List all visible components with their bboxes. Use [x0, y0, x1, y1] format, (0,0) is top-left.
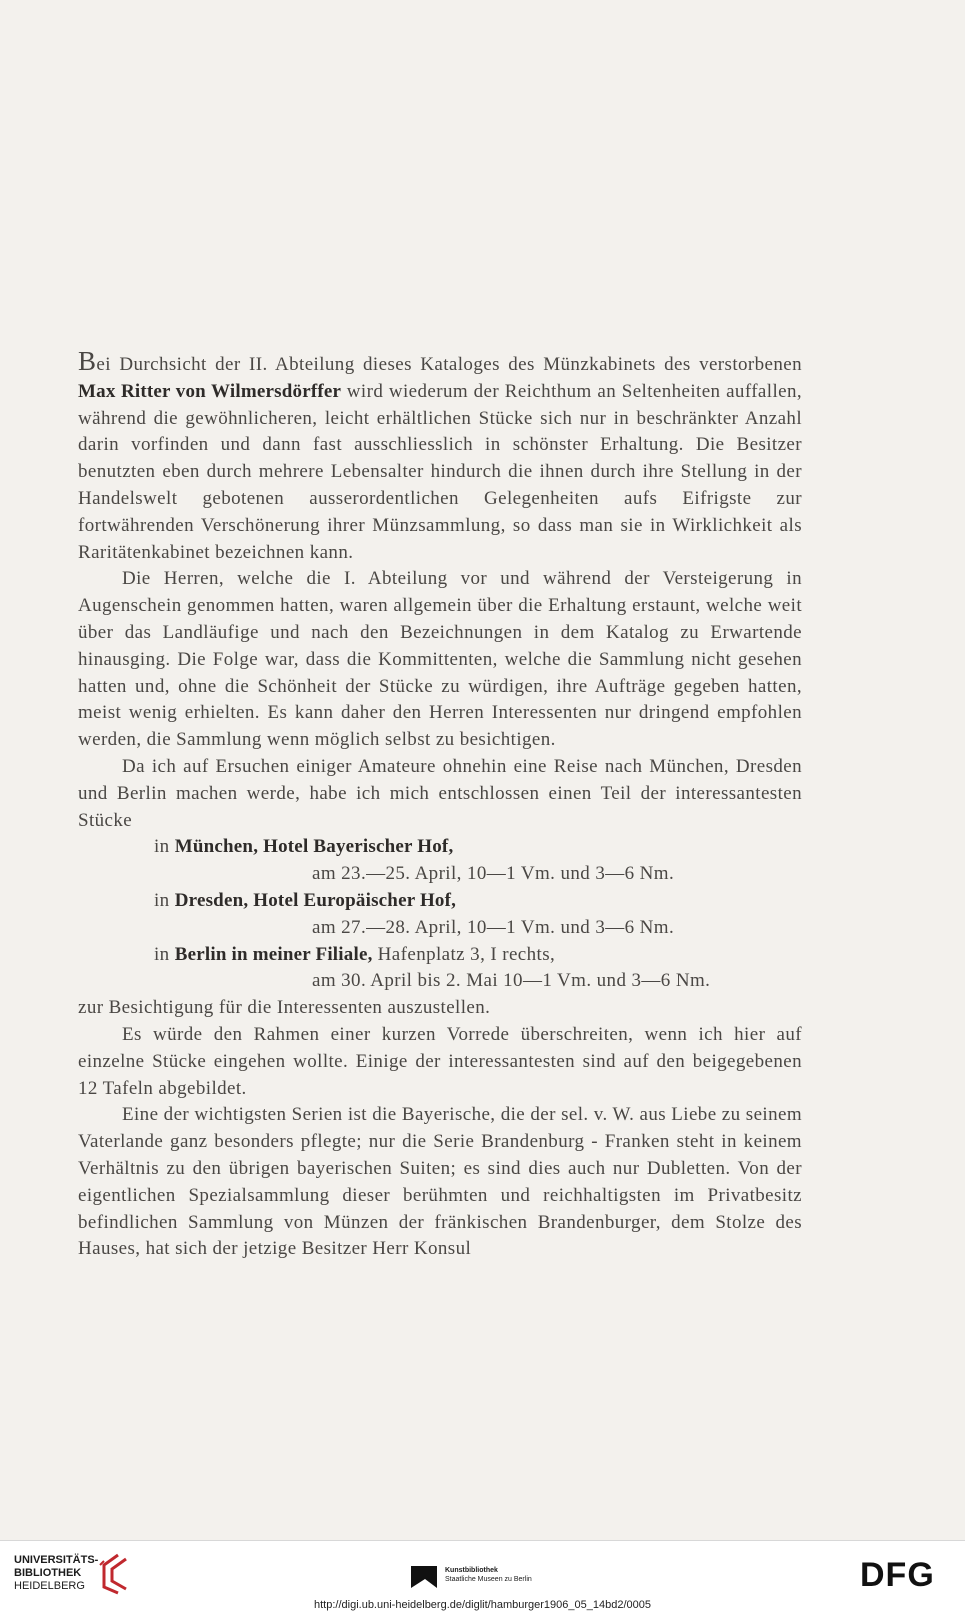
paragraph-1-text-a: des verstorbenen [664, 354, 803, 375]
ub-line-1: UNIVERSITÄTS- [14, 1554, 99, 1566]
location-berlin-place: Berlin in meiner Filiale, [174, 943, 373, 965]
dates-munich: am 23.—25. April, 10—1 Vm. und 3—6 Nm. [312, 863, 675, 885]
paragraph-3-end: zur Besichtigung für die Interessenten auszustellen. [78, 997, 491, 1019]
paragraph-5: Eine der wichtigsten Serien ist die Bayerische, die der sel. v. W. aus Liebe zu seinem Vaterlande ganz besonders pflegte; nur die Serie Brandenburg - Franken steht in keinem Verhältnis zu den übrigen bayerischen Suiten; es sind dies auch nur Dubletten. Von der eigentlichen Spezialsammlung dieser berühmten und reichhaltigsten im Privatbesitz befindlichen Sammlung von Münzen der fränkischen Brandenburger, dem Stolze des Hauses, hat sich der jetzige Besitzer Herr Konsul [78, 1104, 802, 1260]
paragraph-1-line-1: ei Durchsicht der II. Abteilung dieses Kataloges des Münzkabinets [96, 354, 656, 375]
paragraph-1 [78, 346, 803, 566]
ub-line-3: HEIDELBERG [14, 1580, 85, 1592]
ub-heidelberg-logo-icon [98, 1551, 132, 1595]
drop-initial: B [78, 346, 97, 376]
ub-line-2: BIBLIOTHEK [14, 1567, 82, 1579]
location-berlin [78, 942, 802, 969]
collector-name: Max Ritter von Wilmersdörffer [78, 380, 342, 402]
paragraph-2: Die Herren, welche die I. Abteilung vor und während der Versteigerung in Augenschein genommen hatten, waren allgemein über die Erhaltung erstaunt, welche weit über das Landläufige und nach den Bezeichnungen in dem Katalog zu Erwartende hinausging. Die Folge war, dass die Kommittenten, welche die Sammlung nicht gesehen hatten und, ohne die Schönheit der Stücke zu würdigen, ihre Aufträge gegeben hatten, meist wenig erhielten. Es kann daher den Herren Interessenten nur dringend empfohlen werden, die Sammlung wenn möglich selbst zu besichtigen. [78, 568, 802, 751]
location-munich-place: München, Hotel Bayerischer Hof, [174, 836, 454, 858]
location-prefix: in [154, 836, 175, 858]
dates-dresden: am 27.—28. April, 10—1 Vm. und 3—6 Nm. [312, 916, 675, 938]
paragraph-1-text-b: wird wiederum der [341, 380, 500, 402]
kb-subtitle: Staatliche Museen zu Berlin [445, 1576, 532, 1583]
location-prefix: in [154, 943, 175, 965]
source-url[interactable]: http://digi.ub.uni-heidelberg.de/diglit/hamburger1906_05_14bd2/0005 [314, 1599, 651, 1611]
location-munich [78, 834, 802, 861]
paragraph-1-text-c: Reichthum an Seltenheiten auffallen, während die gewöhnlicheren, leicht erhältlichen Stücke sich nur in beschränkter Anzahl darin vorfinden und dann fast ausschliesslich in schönster Erhaltung. Die Besitzer benutzten eben durch mehrere Lebensalter hindurch die ihnen durch ihre Stellung in der Handelswelt gebotenen ausserordentlichen Gelegenheiten aufs Eifrigste zur fortwährenden Verschönerung ihrer Münzsammlung, so dass man sie in Wirklichkeit als Raritätenkabinet bezeichnen kann. [78, 380, 803, 563]
kunstbibliothek-logo-icon [411, 1566, 437, 1588]
location-prefix: in [154, 889, 175, 911]
location-dresden-place: Dresden, Hotel Europäischer Hof, [174, 889, 457, 911]
page-body-text [78, 346, 803, 1263]
dates-berlin: am 30. April bis 2. Mai 10—1 Vm. und 3—6 Nm. [312, 970, 711, 992]
paragraph-3: Da ich auf Ersuchen einiger Amateure ohnehin eine Reise nach München, Dresden und Berlin machen werde, habe ich mich entschlossen einen Teil der interessantesten Stücke [78, 755, 802, 831]
location-berlin-address: Hafenplatz 3, I rechts, [372, 943, 556, 965]
kunstbibliothek-logo-text [445, 1566, 532, 1584]
ub-heidelberg-logo-text [14, 1554, 98, 1593]
location-dresden [78, 888, 802, 915]
paragraph-4: Es würde den Rahmen einer kurzen Vorrede überschreiten, wenn ich hier auf einzelne Stücke eingehen wollte. Einige der interessantesten sind auf den beigegebenen 12 Tafeln abgebildet. [78, 1023, 802, 1099]
dfg-logo: DFG [860, 1556, 935, 1594]
kb-name: Kunstbibliothek [445, 1567, 498, 1574]
